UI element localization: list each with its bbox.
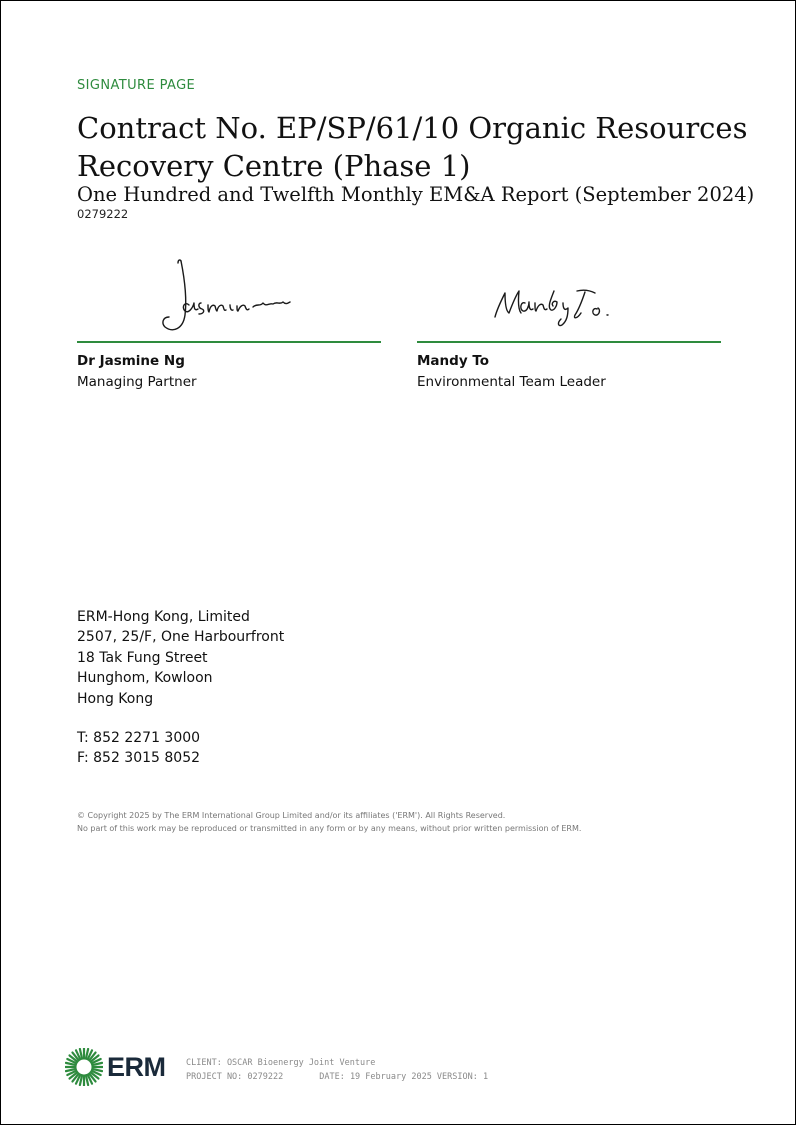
legal-notice (77, 810, 581, 835)
signatory-name: Dr Jasmine Ng (77, 353, 185, 369)
handwritten-signature-jasmine (77, 251, 381, 341)
signature-line (417, 341, 721, 343)
logo-wordmark: ERM (107, 1051, 166, 1082)
office-address (77, 607, 284, 709)
reproduction-notice: No part of this work may be reproduced or transmitted in any form or by any means, without prior written permission of ERM. (77, 823, 582, 833)
document-footer (186, 1056, 488, 1084)
footer-project-line (186, 1070, 488, 1084)
erm-logo (65, 1048, 166, 1086)
copyright-text: © Copyright 2025 by The ERM International Group Limited and/or its affiliates ('ERM'). All Rights Reserved. (77, 811, 506, 820)
phone-number: T: 852 2271 3000 (77, 730, 201, 746)
project-number: 0279222 (77, 207, 129, 221)
signature-block-mandy-to (417, 251, 721, 390)
signatory-role: Managing Partner (77, 374, 197, 390)
address-line: 18 Tak Fung Street (77, 649, 208, 666)
signatory-name: Mandy To (417, 353, 490, 369)
address-line: Hunghom, Kowloon (77, 670, 213, 687)
signature-image (417, 251, 721, 341)
footer-date-version: DATE: 19 February 2025 VERSION: 1 (319, 1072, 489, 1082)
footer-project-no: PROJECT NO: 0279222 (186, 1072, 284, 1082)
handwritten-signature-mandy (417, 251, 721, 341)
signature-image (77, 251, 381, 341)
fax-number: F: 852 3015 8052 (77, 750, 201, 767)
signature-line (77, 341, 381, 343)
erm-sunburst-icon (65, 1048, 103, 1086)
address-line: ERM-Hong Kong, Limited (77, 609, 250, 625)
address-line: Hong Kong (77, 690, 154, 707)
signatory-role: Environmental Team Leader (417, 374, 606, 390)
footer-client: CLIENT: OSCAR Bioenergy Joint Venture (186, 1058, 376, 1068)
contact-numbers (77, 728, 200, 769)
report-title: Contract No. EP/SP/61/10 Organic Resources Recovery Centre (Phase 1) (77, 111, 748, 183)
section-label: SIGNATURE PAGE (77, 78, 196, 93)
signature-block-jasmine-ng (77, 251, 381, 390)
address-line: 2507, 25/F, One Harbourfront (77, 629, 285, 646)
report-subtitle: One Hundred and Twelfth Monthly EM&A Report (September 2024) (77, 183, 755, 206)
